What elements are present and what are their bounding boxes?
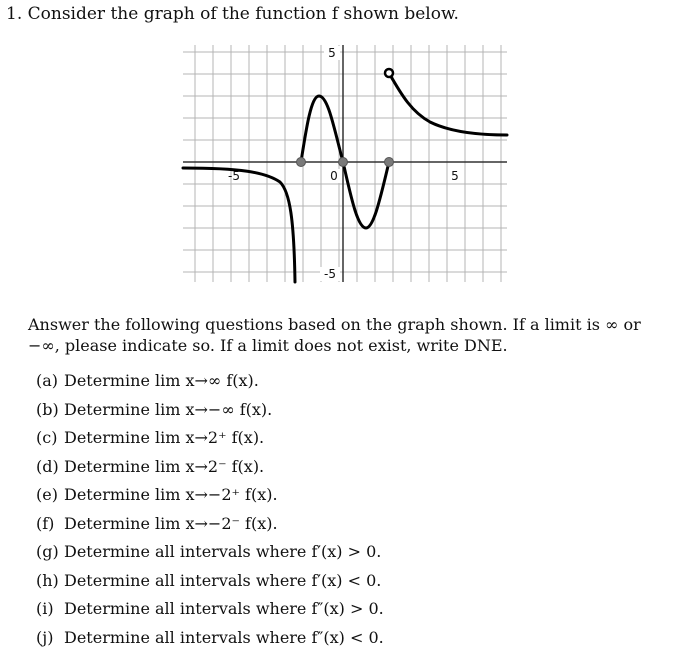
question-item	[36, 628, 384, 656]
question-item	[36, 457, 384, 486]
question-item	[36, 485, 384, 514]
open-point-2	[385, 69, 393, 77]
question-item	[36, 428, 384, 457]
filled-point-2	[385, 158, 394, 167]
question-letter: (j)	[36, 628, 64, 648]
origin-label: 0	[330, 169, 338, 183]
question-letter: (f)	[36, 514, 64, 534]
y-axis-label-5: 5	[328, 46, 336, 60]
y-axis-label-neg5: -5	[324, 267, 336, 281]
x-axis-label-neg5: -5	[228, 169, 240, 183]
question-text: Determine all intervals where f″(x) > 0.	[64, 599, 384, 618]
question-item	[36, 599, 384, 628]
problem-text: Consider the graph of the function f shown below.	[28, 4, 459, 24]
question-list	[36, 371, 384, 656]
question-letter: (e)	[36, 485, 64, 505]
question-letter: (b)	[36, 400, 64, 420]
curve-right-branch	[389, 73, 507, 135]
question-item	[36, 542, 384, 571]
question-text: Determine lim x→2⁺ f(x).	[64, 428, 264, 447]
question-letter: (g)	[36, 542, 64, 562]
question-text: Determine all intervals where f′(x) > 0.	[64, 542, 381, 561]
curve-left-branch	[183, 168, 295, 282]
question-item	[36, 571, 384, 600]
filled-point-neg2	[297, 158, 306, 167]
question-item	[36, 371, 384, 400]
question-text: Determine lim x→−2⁺ f(x).	[64, 485, 278, 504]
question-letter: (i)	[36, 599, 64, 619]
question-text: Determine all intervals where f′(x) < 0.	[64, 571, 381, 590]
question-letter: (c)	[36, 428, 64, 448]
question-item	[36, 514, 384, 543]
question-text: Determine lim x→−2⁻ f(x).	[64, 514, 278, 533]
question-text: Determine lim x→−∞ f(x).	[64, 400, 272, 419]
question-item	[36, 400, 384, 429]
instructions: Answer the following questions based on the graph shown. If a limit is ∞ or −∞, please indicate so. If a limit does not exist, write DNE.	[28, 314, 668, 356]
x-axis-label-5: 5	[451, 169, 459, 183]
question-letter: (h)	[36, 571, 64, 591]
function-graph	[0, 0, 673, 310]
question-text: Determine lim x→∞ f(x).	[64, 371, 259, 390]
question-letter: (d)	[36, 457, 64, 477]
question-text: Determine all intervals where f″(x) < 0.	[64, 628, 384, 647]
filled-point-origin	[339, 158, 348, 167]
question-letter: (a)	[36, 371, 64, 391]
question-text: Determine lim x→2⁻ f(x).	[64, 457, 264, 476]
problem-number: 1.	[6, 4, 22, 24]
